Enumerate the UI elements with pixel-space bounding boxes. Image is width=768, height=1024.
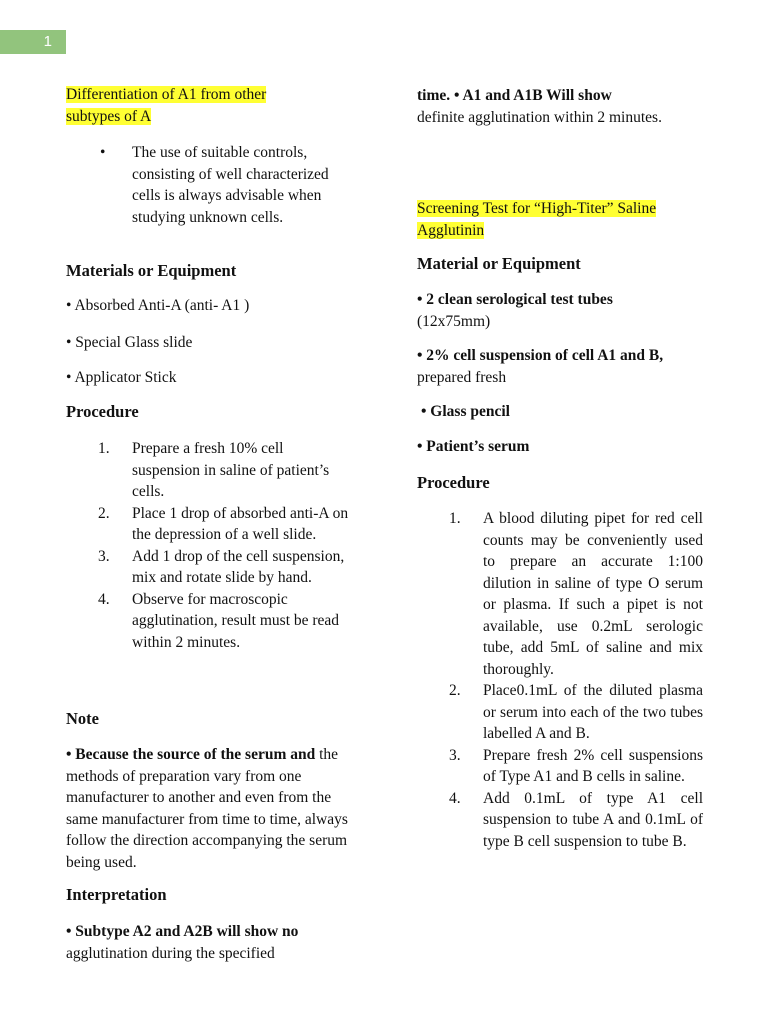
- right-procedure-step: 3. Prepare fresh 2% cell suspensions of Type A1 and B cells in saline.: [449, 746, 703, 785]
- left-bullet-text: The use of suitable controls, consisting of well characterized cells is always advisable when studying unknown cells.: [132, 144, 329, 226]
- right-procedure-step: 4. Add 0.1mL of type A1 cell suspension to tube A and 0.1mL of type B cell suspension to tube B.: [449, 789, 703, 850]
- note-bold: • Because the source of the serum and: [66, 746, 316, 763]
- left-procedure-step: 1. Prepare a fresh 10% cell suspension in saline of patient’s cells.: [98, 440, 330, 500]
- left-procedure-step: 2. Place 1 drop of absorbed anti-A on the depression of a well slide.: [98, 504, 349, 543]
- note-heading: Note: [66, 709, 99, 728]
- interpretation-bold: • Subtype A2 and A2B will show no: [66, 923, 299, 940]
- left-material-item: • Special Glass slide: [66, 334, 193, 351]
- right-procedure-step: 1. A blood diluting pipet for red cell counts may be conveniently used to prepare an accurate 1:100 dilution in saline of type O serum or plasma. If such a pipet is not available, use 0.2mL serologic tube, add 5mL of saline and mix thoroughly.: [449, 510, 703, 678]
- right-material-item: • Patient’s serum: [417, 438, 530, 455]
- right-title-line2: Agglutinin: [417, 221, 485, 239]
- left-bullet-item: [100, 142, 360, 228]
- left-procedure-step: 3. Add 1 drop of the cell suspension, mix and rotate slide by hand.: [98, 547, 345, 586]
- left-section-title: [66, 84, 366, 127]
- left-material-item: • Applicator Stick: [66, 369, 177, 386]
- right-procedure-heading: Procedure: [417, 473, 490, 492]
- right-title-line1: Screening Test for “High-Titer” Saline: [417, 200, 657, 217]
- bullet-dot: •: [100, 144, 106, 161]
- right-section-title: [417, 198, 717, 241]
- note-text: the methods of preparation vary from one manufacturer to another and even from the same manufacturer from time to time, always follow the direction accompanying the serum being used.: [66, 746, 348, 871]
- left-procedure-heading: Procedure: [66, 402, 139, 421]
- right-material-heading: Material or Equipment: [417, 254, 581, 273]
- interpretation-paragraph: [66, 921, 356, 964]
- left-material-item: • Absorbed Anti-A (anti- A1 ): [66, 297, 250, 314]
- right-cont-bold: time. • A1 and A1B Will show: [417, 87, 612, 104]
- right-material-item: • 2% cell suspension of cell A1 and B, prepared fresh: [417, 347, 664, 386]
- right-material-item: • 2 clean serological test tubes (12x75mm): [417, 291, 613, 330]
- left-procedure-step: 4. Observe for macroscopic agglutination, result must be read within 2 minutes.: [98, 590, 340, 651]
- left-procedure-list: [98, 438, 352, 653]
- left-materials-heading: Materials or Equipment: [66, 261, 237, 280]
- right-continuation: [417, 85, 707, 128]
- right-procedure-step: 2. Place0.1mL of the diluted plasma or serum into each of the two tubes labelled A and B.: [449, 682, 703, 742]
- interpretation-heading: Interpretation: [66, 885, 167, 904]
- interpretation-text: agglutination during the specified: [66, 944, 275, 962]
- right-procedure-list: [449, 508, 703, 852]
- right-material-item: • Glass pencil: [421, 403, 510, 420]
- left-title-line1: Differentiation of A1 from other: [66, 86, 267, 103]
- page-number-badge: 1: [0, 30, 66, 54]
- right-cont-text: definite agglutination within 2 minutes.: [417, 108, 662, 126]
- left-title-line2: subtypes of A: [66, 107, 152, 125]
- note-paragraph: [66, 744, 358, 873]
